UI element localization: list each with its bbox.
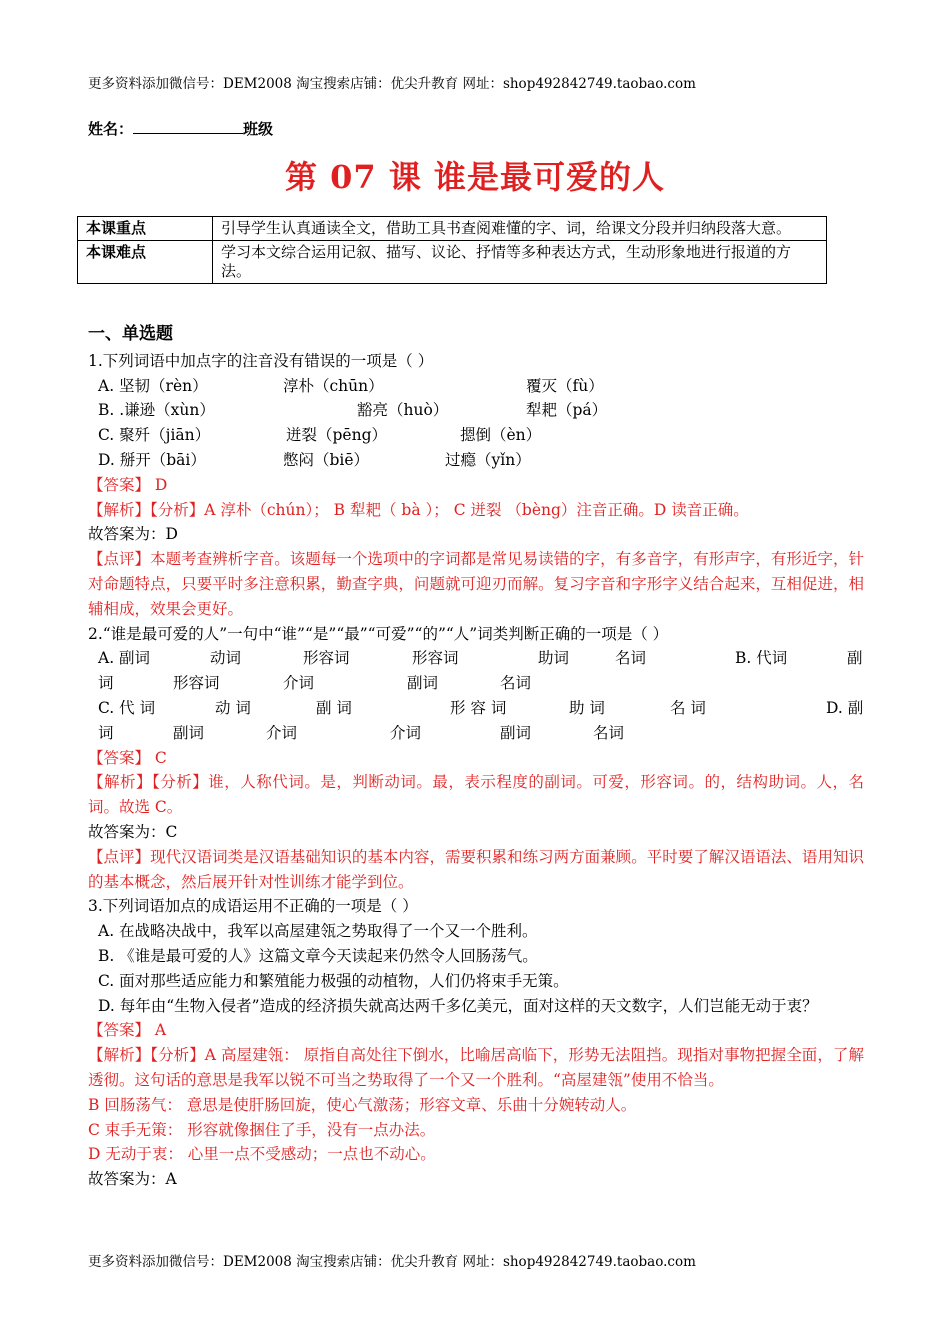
option-item: 动 词 (215, 698, 251, 717)
question-stem: 1.下列词语中加点字的注音没有错误的一项是（ ） (88, 351, 434, 370)
analysis: 【解析】【分析】谁，人称代词。是，判断动词。最，表示程度的副词。可爱，形容词。的，结构助词。人，名词。故选 C。 (88, 773, 864, 817)
option-item: 名词 (500, 674, 532, 693)
table-row (78, 217, 827, 241)
key-point-label: 本课重点 (78, 217, 213, 241)
option-item: 副 (847, 649, 863, 668)
option-item: 助词 (538, 649, 570, 668)
name-label: 姓名： (88, 120, 134, 138)
option-item: 迸裂（pēng） (286, 426, 388, 445)
name-class-line (88, 118, 273, 139)
key-points-table (77, 216, 827, 284)
option-item: D. 掰开（bāi） (98, 450, 206, 469)
option-item: 词 (98, 674, 114, 693)
comment: 【点评】现代汉语词类是汉语基础知识的基本内容，需要积累和练习两方面兼顾。平时要了解汉语语法、语用知识的基本概念，然后展开针对性训练才能学到位。 (88, 847, 864, 891)
question-1 (88, 349, 864, 622)
option-item: C. 代 词 (98, 698, 156, 717)
conclusion: 故答案为：D (88, 525, 178, 544)
class-label: 班级 (243, 120, 274, 138)
name-blank (133, 119, 243, 134)
explanation-b: B 回肠荡气： 意思是使肝肠回旋，使心气激荡；形容文章、乐曲十分婉转动人。 (88, 1095, 637, 1114)
option-item: 犁耙（pá） (526, 401, 608, 420)
conclusion: 故答案为：C (88, 822, 178, 841)
option-item: A. 坚韧（rèn） (98, 376, 208, 395)
option-item: 过瘾（yǐn） (445, 450, 531, 469)
option-item: 憋闷（biē） (283, 450, 370, 469)
option-line (88, 696, 864, 721)
option-item: 形容词 (303, 649, 350, 668)
question-3 (88, 894, 864, 1192)
explanation-c: C 束手无策： 形容就像捆住了手，没有一点办法。 (88, 1120, 436, 1139)
option-item: A. 副词 (98, 649, 151, 668)
option-b (88, 398, 864, 423)
option-line (88, 721, 864, 746)
analysis: 【解析】【分析】A 淳朴（chún）； B 犁耙（ bà ）； C 迸裂 （bèng）注音正确。D 读音正确。 (88, 500, 749, 519)
key-point-text: 引导学生认真通读全文，借助工具书查阅难懂的字、词，给课文分段并归纳段落大意。 (213, 217, 827, 241)
option-d (88, 448, 864, 473)
difficulty-label: 本课难点 (78, 241, 213, 284)
content (88, 322, 864, 1192)
option-line (88, 646, 864, 671)
option-item: B. .谦逊（xùn） (98, 401, 215, 420)
option-item: D. 副 (826, 698, 864, 717)
question-stem: 2.“谁是最可爱的人”一句中“谁”“是”“最”“可爱”“的”“人”词类判断正确的一项是（ ） (88, 624, 669, 643)
option-item: 副词 (500, 723, 532, 742)
page-header: 更多资料添加微信号：DEM2008 淘宝搜索店铺：优尖升教育 网址：shop492842749.taobao.com (88, 76, 696, 92)
question-stem: 3.下列词语加点的成语运用不正确的一项是（ ） (88, 897, 418, 916)
explanation-d: D 无动于衷： 心里一点不受感动；一点也不动心。 (88, 1145, 436, 1164)
section-heading: 一、单选题 (88, 324, 173, 344)
option-b: B. 《谁是最可爱的人》这篇文章今天读起来仍然令人回肠荡气。 (98, 946, 538, 965)
option-item: 名 词 (670, 698, 706, 717)
answer: 【答案】 A (88, 1021, 167, 1040)
conclusion: 故答案为：A (88, 1170, 177, 1189)
option-item: 介词 (266, 723, 298, 742)
option-c: C. 面对那些适应能力和繁殖能力极强的动植物，人们仍将束手无策。 (98, 971, 569, 990)
option-item: 介词 (283, 674, 315, 693)
table-row (78, 241, 827, 284)
option-item: C. 聚歼（jiān） (98, 426, 211, 445)
option-c (88, 423, 864, 448)
lesson-title: 第 07 课 谁是最可爱的人 (285, 158, 665, 196)
option-item: 覆灭（fù） (526, 376, 604, 395)
analysis: 【解析】【分析】A 高屋建瓴： 原指自高处往下倒水，比喻居高临下，形势无法阻挡。现指对事物把握全面，了解透彻。这句话的意思是我军以锐不可当之势取得了一个又一个胜利。“高屋建瓴”使用不恰当。 (88, 1046, 864, 1089)
option-a (88, 374, 864, 399)
difficulty-text: 学习本文综合运用记叙、描写、议论、抒情等多种表达方式，生动形象地进行报道的方法。 (213, 241, 827, 284)
option-item: 动词 (210, 649, 242, 668)
option-item: 形容词 (412, 649, 459, 668)
option-item: 豁亮（huò） (357, 401, 449, 420)
option-item: 副 词 (316, 698, 352, 717)
option-item: 形 容 词 (450, 698, 507, 717)
option-item: 介词 (390, 723, 422, 742)
answer: 【答案】 C (88, 748, 167, 767)
option-item: 词 (98, 723, 114, 742)
option-line (88, 671, 864, 696)
option-a: A. 在战略决战中，我军以高屋建瓴之势取得了一个又一个胜利。 (98, 922, 538, 941)
option-item: 形容词 (173, 674, 220, 693)
answer: 【答案】 D (88, 475, 168, 494)
option-d: D. 每年由“生物入侵者”造成的经济损失就高达两千多亿美元，面对这样的天文数字，人们岂能无动于衷？ (98, 996, 818, 1015)
comment: 【点评】本题考查辨析字音。该题每一个选项中的字词都是常见易读错的字，有多音字，有形声字，有形近字，针对命题特点，只要平时多注意积累，勤查字典，问题就可迎刃而解。复习字音和字形字义结合起来，互相促进，相辅相成，效果会更好。 (88, 550, 864, 618)
option-item: B. 代词 (735, 649, 788, 668)
option-item: 助 词 (569, 698, 605, 717)
question-2 (88, 622, 864, 895)
option-item: 名词 (593, 723, 625, 742)
option-item: 名词 (615, 649, 647, 668)
option-item: 摁倒（èn） (460, 426, 542, 445)
option-item: 淳朴（chūn） (283, 376, 384, 395)
option-item: 副词 (173, 723, 205, 742)
option-item: 副词 (407, 674, 439, 693)
page-footer: 更多资料添加微信号：DEM2008 淘宝搜索店铺：优尖升教育 网址：shop492842749.taobao.com (88, 1254, 696, 1270)
